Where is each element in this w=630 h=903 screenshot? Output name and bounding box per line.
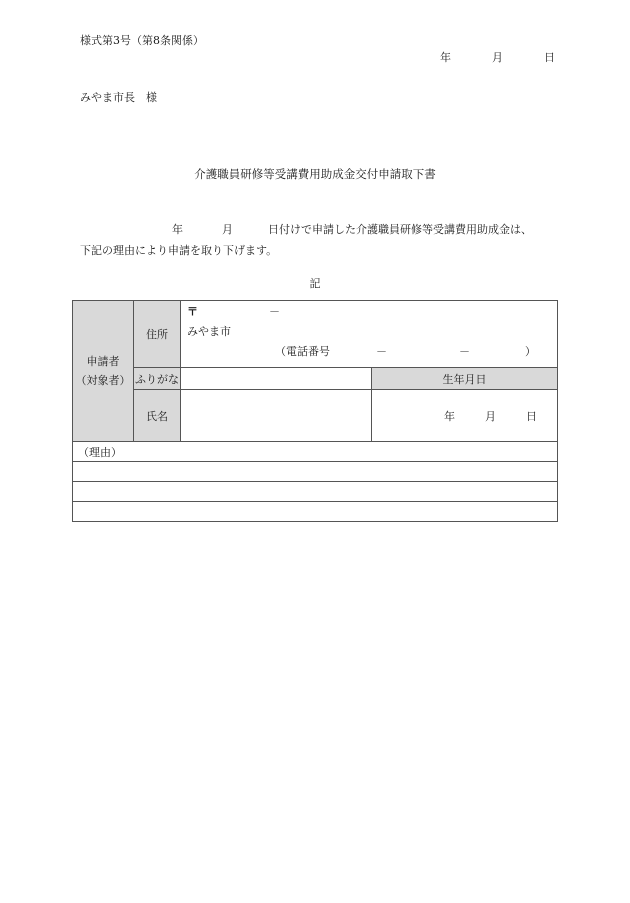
addressee: みやま市長 様 (80, 91, 157, 104)
phone-label: （電話番号 (275, 345, 330, 358)
submission-date (440, 49, 555, 65)
name-label: 氏名 (134, 390, 181, 442)
birth-month-label: 月 (485, 409, 496, 423)
body-year-label: 年 (172, 223, 183, 236)
applicant-label-line-1: 申請者 (86, 355, 120, 368)
body-line-2: 下記の理由により申請を取り下げます。 (80, 244, 278, 257)
application-table (72, 300, 558, 522)
postal-dash: － (269, 305, 280, 318)
body-line-1 (172, 221, 532, 237)
phone-close: ） (525, 345, 536, 358)
birthdate-field[interactable] (372, 390, 558, 442)
reason-line[interactable] (73, 482, 558, 502)
reason-line[interactable] (73, 462, 558, 482)
date-year-label: 年 (440, 51, 451, 64)
applicant-label (73, 301, 134, 442)
furigana-label: ふりがな (134, 368, 181, 390)
phone-dash-1: － (376, 345, 387, 358)
form-number: 様式第3号（第8条関係） (80, 34, 204, 47)
document-title: 介護職員研修等受講費用助成金交付申請取下書 (194, 167, 436, 181)
name-field[interactable] (181, 390, 372, 442)
phone-dash-2: － (459, 345, 470, 358)
reason-line[interactable] (73, 502, 558, 522)
birthdate-label: 生年月日 (372, 368, 558, 390)
body-month-label: 月 (222, 223, 233, 236)
date-day-label: 日 (544, 51, 555, 64)
applicant-label-line-2: （対象者） (75, 374, 131, 387)
birth-year-label: 年 (444, 409, 455, 423)
address-label: 住所 (134, 301, 181, 368)
address-field[interactable] (181, 301, 558, 368)
date-month-label: 月 (492, 51, 503, 64)
ki-heading: 記 (309, 277, 321, 290)
city-text: みやま市 (187, 325, 231, 338)
reason-label: （理由） (73, 442, 558, 462)
birth-day-label: 日 (526, 409, 537, 423)
body-line-1-text: 日付けで申請した介護職員研修等受講費用助成金は、 (268, 223, 532, 236)
furigana-field[interactable] (181, 368, 372, 390)
postal-mark: 〒 (187, 305, 198, 318)
